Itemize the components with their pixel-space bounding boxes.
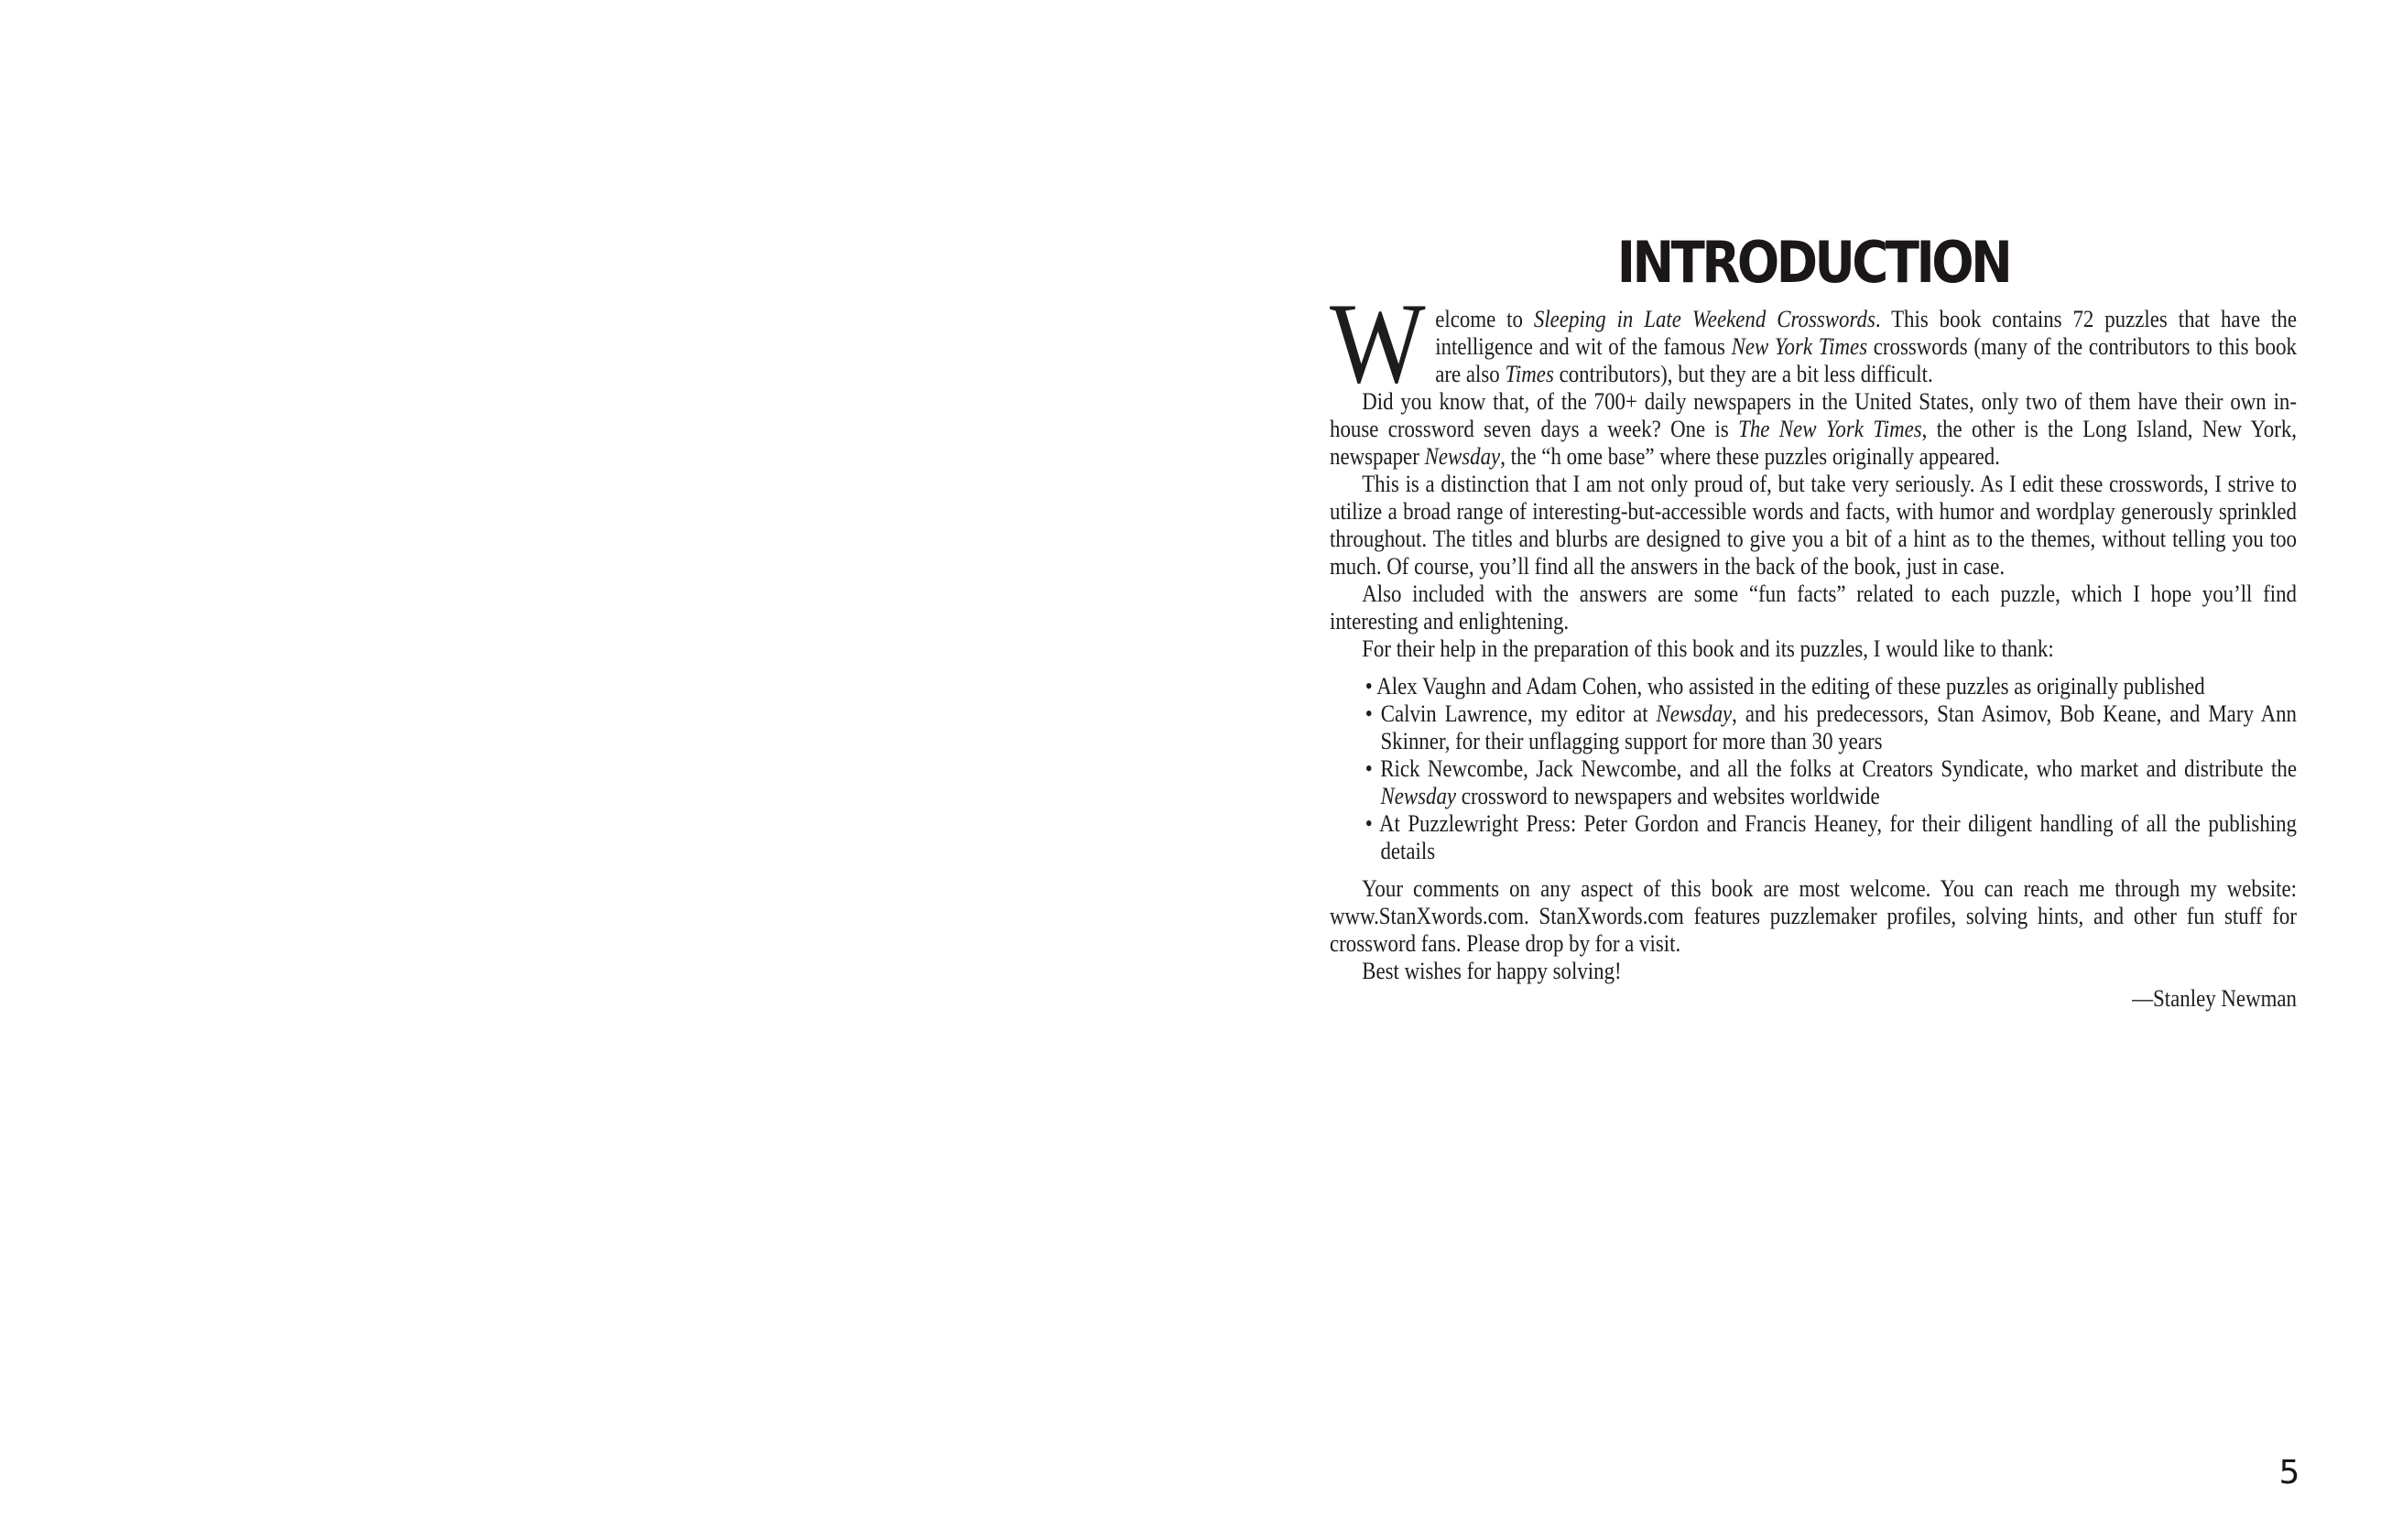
text-segment: elcome to: [1435, 306, 1534, 332]
paragraph-distinction: This is a distinction that I am not only proud of, but take very seriously. As I edit these crosswords, I strive to utilize a broad range of interesting-but-accessible words and facts, with humor and wordplay generously sprinkled throughout. The titles and blurbs are designed to give you a bit of a hint as to the themes, without telling you too much. Of course, you’ll find all the answers in the back of the book, just in case.: [1330, 471, 2297, 580]
list-item-newsday-editors: [1365, 700, 2297, 755]
paragraph-welcome: [1330, 280, 2297, 407]
newspaper-name-italic: Newsday: [1656, 700, 1733, 727]
paragraph-fun-facts: Also included with the answers are some “fun facts” related to each puzzle, which I hope you’ll find interesting and enlightening.: [1330, 580, 2297, 634]
page-number: 5: [2278, 1454, 2300, 1491]
text-segment: Alex Vaughn and Adam Cohen, who assisted in the editing of these puzzles as originally published: [1376, 673, 2205, 700]
text-segment: , the other is the Long Island, New York, newspaper: [1330, 416, 2297, 470]
paragraph-thanks-intro: For their help in the preparation of this book and its puzzles, I would like to thank:: [1362, 635, 2054, 662]
acknowledgements-list: [1330, 673, 2297, 865]
book-title-italic: Sleeping in Late Weekend Crosswords: [1533, 306, 1875, 332]
text-segment: Rick Newcombe, Jack Newcombe, and all the folks at Creators Syndicate, who market and distribute the: [1380, 755, 2297, 782]
text-segment: , and his predecessors, Stan Asimov, Bob Keane, and Mary Ann Skinner, for their unflagging support for more than 30 years: [1380, 700, 2297, 754]
text-segment: contributors), but they are a bit less difficult.: [1553, 361, 1933, 387]
newspaper-name-italic: New York Times: [1731, 333, 1868, 360]
text-segment: . This book contains 72 puzzles that have the intelligence and wit of the famous: [1435, 306, 2297, 360]
list-item-puzzlewright: [1365, 810, 2297, 865]
text-segment: At Puzzlewright Press: Peter Gordon and Francis Heaney, for their diligent handling of all the publishing details: [1378, 810, 2297, 864]
newspaper-name-italic: Newsday: [1424, 443, 1501, 470]
paragraph-best-wishes: Best wishes for happy solving!: [1362, 958, 1622, 984]
text-segment: Did you know that, of the 700+ daily newspapers in the United States, only two of them have their own in-house crossword seven days a week? One is: [1330, 388, 2297, 442]
text-segment: crosswords (many of the contributors to this book are also: [1435, 333, 2297, 387]
signature: —Stanley Newman: [2132, 985, 2297, 1012]
text-segment: Calvin Lawrence, my editor at: [1380, 700, 1657, 727]
right-page: [1190, 0, 2381, 1540]
paragraph-did-you-know: [1330, 388, 2297, 471]
list-item-editors: [1365, 673, 2297, 700]
newspaper-name-italic: Times: [1505, 361, 1554, 387]
page-title: INTRODUCTION: [1616, 229, 2010, 296]
newspaper-name-italic: The New York Times: [1738, 416, 1922, 442]
intro-column: [1330, 229, 2297, 1013]
left-blank-page: [0, 0, 1190, 1540]
newspaper-name-italic: Newsday: [1380, 783, 1457, 809]
drop-cap: W: [1330, 280, 1426, 407]
paragraph-comments: Your comments on any aspect of this book are most welcome. You can reach me through my website: www.StanXwords.com. StanXwords.com features puzzlemaker profiles, solving hints, and other fun stuff for crossword fans. Please drop by for a visit.: [1330, 875, 2297, 957]
list-item-creators-syndicate: [1365, 755, 2297, 810]
text-segment: crossword to newspapers and websites worldwide: [1456, 783, 1880, 809]
text-segment: , the “h ome base” where these puzzles originally appeared.: [1500, 443, 2000, 470]
